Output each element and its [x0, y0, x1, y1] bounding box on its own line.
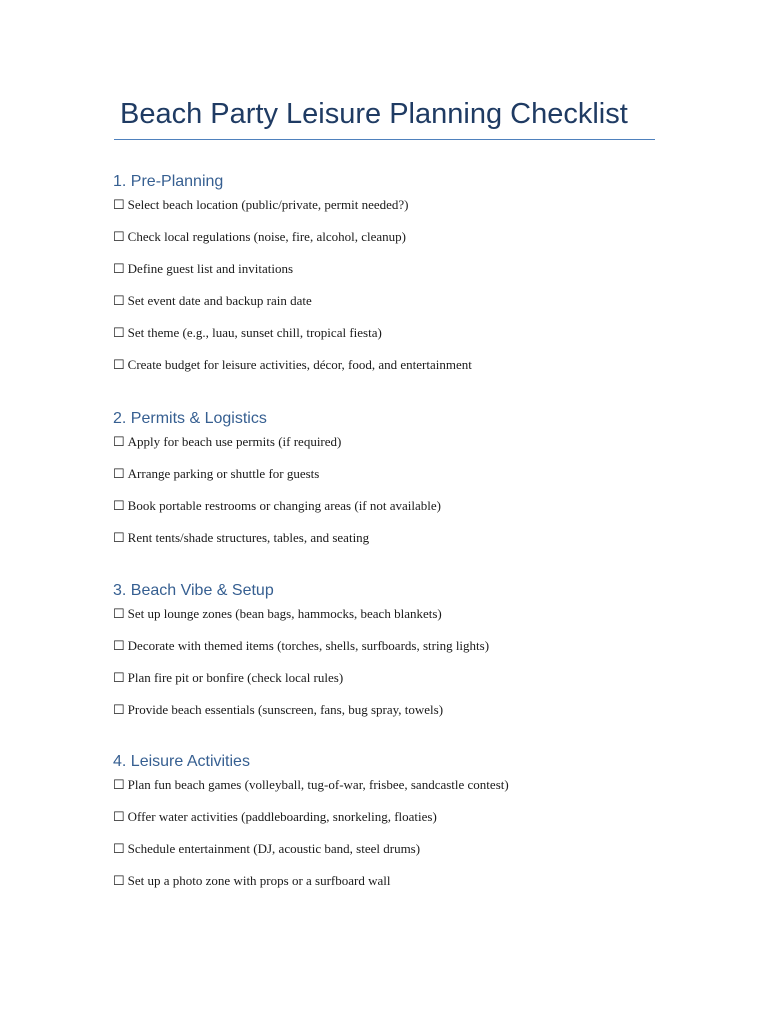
section-leisure-activities	[113, 750, 673, 902]
checklist-item	[113, 431, 673, 463]
page-title: Beach Party Leisure Planning Checklist	[120, 98, 628, 130]
checkbox-icon[interactable]: ☐	[113, 606, 125, 621]
checklist-item-label: Select beach location (public/private, permit needed?)	[127, 197, 409, 212]
section-heading: 3. Beach Vibe & Setup	[113, 582, 274, 599]
checkbox-icon[interactable]: ☐	[113, 777, 125, 792]
checklist-item-label: Set event date and backup rain date	[127, 293, 312, 308]
checklist-item	[113, 806, 673, 838]
checklist-item	[113, 290, 673, 322]
checklist-item-label: Create budget for leisure activities, décor, food, and entertainment	[127, 357, 472, 372]
checkbox-icon[interactable]: ☐	[113, 261, 125, 276]
checklist-item	[113, 870, 673, 902]
checkbox-icon[interactable]: ☐	[113, 873, 125, 888]
checkbox-icon[interactable]: ☐	[113, 841, 125, 856]
checklist-item	[113, 699, 673, 731]
checklist-item	[113, 194, 673, 226]
checkbox-icon[interactable]: ☐	[113, 670, 125, 685]
checkbox-icon[interactable]: ☐	[113, 325, 125, 340]
checkbox-icon[interactable]: ☐	[113, 809, 125, 824]
section-heading: 1. Pre-Planning	[113, 173, 224, 190]
checklist-item	[113, 838, 673, 870]
checklist-item	[113, 495, 673, 527]
checklist-item-label: Define guest list and invitations	[127, 261, 294, 276]
checkbox-icon[interactable]: ☐	[113, 357, 125, 372]
checklist	[113, 431, 673, 559]
checklist-item	[113, 258, 673, 290]
checkbox-icon[interactable]: ☐	[113, 638, 125, 653]
checklist-item	[113, 226, 673, 258]
section-pre-planning	[113, 170, 673, 386]
checklist-item-label: Set theme (e.g., luau, sunset chill, tropical fiesta)	[127, 325, 382, 340]
checkbox-icon[interactable]: ☐	[113, 197, 125, 212]
title-underline	[114, 139, 655, 140]
checklist-item-label: Book portable restrooms or changing areas (if not available)	[127, 498, 441, 513]
checklist-item-label: Offer water activities (paddleboarding, snorkeling, floaties)	[127, 809, 437, 824]
checklist-item	[113, 635, 673, 667]
checklist	[113, 603, 673, 731]
checkbox-icon[interactable]: ☐	[113, 434, 125, 449]
section-heading: 2. Permits & Logistics	[113, 410, 267, 427]
checklist	[113, 774, 673, 902]
checklist-item	[113, 463, 673, 495]
checkbox-icon[interactable]: ☐	[113, 498, 125, 513]
checklist-item-label: Plan fire pit or bonfire (check local rules)	[127, 670, 344, 685]
checklist-item-label: Check local regulations (noise, fire, alcohol, cleanup)	[127, 229, 406, 244]
section-beach-vibe-setup	[113, 579, 673, 731]
checklist-item	[113, 774, 673, 806]
section-permits-logistics	[113, 407, 673, 559]
checklist-item	[113, 667, 673, 699]
checklist-item	[113, 527, 673, 559]
checklist-item-label: Set up lounge zones (bean bags, hammocks, beach blankets)	[127, 606, 442, 621]
checklist-item-label: Set up a photo zone with props or a surfboard wall	[127, 873, 391, 888]
checklist	[113, 194, 673, 386]
checklist-item-label: Plan fun beach games (volleyball, tug-of-war, frisbee, sandcastle contest)	[127, 777, 509, 792]
checklist-item-label: Schedule entertainment (DJ, acoustic band, steel drums)	[127, 841, 421, 856]
checkbox-icon[interactable]: ☐	[113, 702, 125, 717]
section-heading: 4. Leisure Activities	[113, 753, 250, 770]
checklist-item-label: Rent tents/shade structures, tables, and seating	[127, 530, 370, 545]
checkbox-icon[interactable]: ☐	[113, 293, 125, 308]
checklist-item	[113, 354, 673, 386]
checklist-item-label: Arrange parking or shuttle for guests	[127, 466, 320, 481]
checkbox-icon[interactable]: ☐	[113, 229, 125, 244]
checklist-item-label: Apply for beach use permits (if required)	[127, 434, 342, 449]
checklist-item	[113, 322, 673, 354]
checkbox-icon[interactable]: ☐	[113, 530, 125, 545]
checklist-item-label: Decorate with themed items (torches, shells, surfboards, string lights)	[127, 638, 490, 653]
checklist-item-label: Provide beach essentials (sunscreen, fans, bug spray, towels)	[127, 702, 444, 717]
checkbox-icon[interactable]: ☐	[113, 466, 125, 481]
checklist-item	[113, 603, 673, 635]
